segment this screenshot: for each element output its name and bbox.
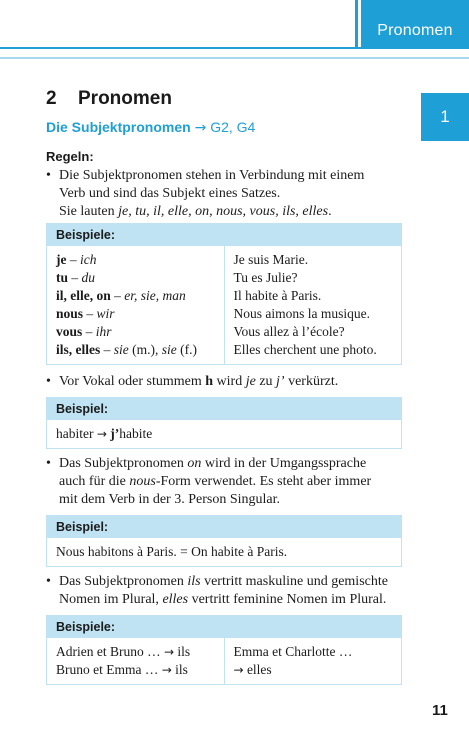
gender-note: (m.), (128, 342, 162, 357)
arrow-icon: → (194, 120, 207, 136)
arrow-icon: → (161, 663, 172, 677)
examples-box-3 (46, 515, 402, 567)
page-number: 11 (432, 702, 448, 719)
examples-heading: Beispiele: (47, 616, 401, 638)
gender-note: (f.) (176, 342, 197, 357)
example-line (56, 305, 215, 323)
pronoun: tu (56, 270, 69, 285)
example-sentence: Je suis Marie. (233, 252, 309, 267)
pronoun-j: j’ (276, 374, 285, 389)
letter-h: h (205, 374, 214, 389)
example-verb-form: habite (119, 426, 153, 441)
arrow-icon: → (96, 427, 107, 441)
example-sentence: Elles cherchent une photo. (233, 342, 377, 357)
pronoun: ils (171, 662, 188, 677)
pronoun-elles: elles (162, 592, 189, 607)
subsection-title-text: Die Subjektpronomen (46, 119, 191, 135)
dash: – (110, 288, 125, 303)
examples-left-column (47, 638, 224, 684)
rule-2-text: verkürzt. (284, 374, 339, 389)
pronoun-je: je (245, 374, 256, 389)
rules-label: Regeln: (46, 149, 94, 164)
rule-1-line-2: Verb und sind das Subjekt eines Satzes. (59, 186, 281, 201)
bullet-icon: • (46, 168, 51, 183)
rule-4-text: Das Subjektpronomen (59, 574, 188, 589)
examples-right-column (224, 246, 402, 364)
example-line (56, 323, 215, 341)
pronoun: il, elle, on (56, 288, 111, 303)
example-line (56, 661, 215, 679)
examples-heading: Beispiel: (47, 516, 401, 538)
pronoun: elles (243, 662, 272, 677)
subsection-title (46, 119, 255, 136)
bullet-icon: • (46, 374, 51, 389)
example-sentence: Il habite à Paris. (233, 288, 322, 303)
examples-heading: Beispiel: (47, 398, 401, 420)
rule-4-text: vertritt maskuline und gemischte (200, 574, 388, 589)
header-rule (0, 47, 469, 49)
dash: – (66, 252, 80, 267)
elided-pronoun: j’ (106, 426, 120, 441)
example-line (56, 287, 215, 305)
example-line (56, 251, 215, 269)
rule-2-text: Vor Vokal oder stummem (59, 374, 206, 389)
example-line (56, 269, 215, 287)
rule-3-text: mit dem Verb in der 3. Person Singular. (59, 492, 280, 507)
pronoun-on: on (187, 456, 202, 471)
rule-4 (46, 573, 406, 609)
section-title-text: Pronomen (78, 88, 172, 109)
dash: – (83, 306, 97, 321)
example-line (56, 341, 215, 359)
arrow-icon: → (233, 663, 244, 677)
rule-1-period: . (328, 204, 332, 219)
pronoun: ils, elles (56, 342, 101, 357)
dash: – (100, 342, 114, 357)
examples-box-4 (46, 615, 402, 685)
examples-box-1 (46, 223, 402, 365)
rule-3-text: auch für die (59, 474, 130, 489)
examples-left-column (47, 246, 224, 364)
example-sentence: Nous aimons la musique. (233, 306, 370, 321)
equals-sign: = (180, 544, 188, 559)
example-line (47, 538, 401, 566)
rule-1-line-3a: Sie lauten (59, 204, 119, 219)
example-nouns: Adrien et Bruno … (56, 644, 164, 659)
translation: sie (113, 342, 129, 357)
example-line: Emma et Charlotte … (233, 644, 353, 659)
pronoun: nous (56, 306, 84, 321)
rule-1 (46, 167, 406, 221)
pronoun: ils (174, 644, 191, 659)
pronoun-nous: nous (129, 474, 156, 489)
header-tab: Pronomen (361, 0, 469, 49)
examples-box-2 (46, 397, 402, 449)
pronoun-list: je, tu, il, elle, on, nous, vous, ils, elles (118, 204, 329, 219)
bullet-icon: • (46, 456, 51, 471)
rule-1-line-1: Die Subjektpronomen stehen in Verbindung mit einem (59, 168, 365, 183)
example-sentence: Nous habitons à Paris. (56, 544, 181, 559)
arrow-icon: → (163, 645, 175, 659)
chapter-tab: 1 (421, 93, 469, 141)
header-rule-light (0, 57, 469, 59)
example-line (47, 420, 401, 448)
example-line (234, 661, 393, 679)
rule-3-text: wird in der Umgangssprache (201, 456, 367, 471)
dash: – (82, 324, 96, 339)
example-line (56, 643, 215, 661)
rule-3-text: -Form verwendet. Es steht aber immer (155, 474, 372, 489)
translation: du (81, 270, 96, 285)
grammar-refs: G2, G4 (210, 119, 256, 135)
translation: wir (96, 306, 115, 321)
bullet-icon: • (46, 574, 51, 589)
example-sentence: On habite à Paris. (187, 544, 288, 559)
translation: ihr (95, 324, 112, 339)
translation: ich (80, 252, 97, 267)
pronoun-ils: ils (187, 574, 201, 589)
header-stripe (355, 0, 358, 49)
example-sentence: Tu es Julie? (233, 270, 298, 285)
section-number: 2 (46, 88, 57, 109)
example-sentence: Vous allez à l’école? (233, 324, 345, 339)
pronoun: vous (56, 324, 83, 339)
example-nouns: Bruno et Emma … (56, 662, 162, 677)
translation: er, sie, man (124, 288, 186, 303)
pronoun: je (56, 252, 67, 267)
example-verb: habiter (56, 426, 97, 441)
rule-2 (46, 373, 406, 391)
rule-3-text: Das Subjektpronomen (59, 456, 188, 471)
rule-2-text: zu (255, 374, 277, 389)
rule-2-text: wird (213, 374, 246, 389)
rule-4-text: Nomen im Plural, (59, 592, 163, 607)
dash: – (68, 270, 82, 285)
examples-right-column (224, 638, 402, 684)
examples-heading: Beispiele: (47, 224, 401, 246)
section-title (46, 88, 172, 110)
rule-3 (46, 455, 406, 509)
rule-4-text: vertritt feminine Nomen im Plural. (188, 592, 387, 607)
translation: sie (161, 342, 177, 357)
